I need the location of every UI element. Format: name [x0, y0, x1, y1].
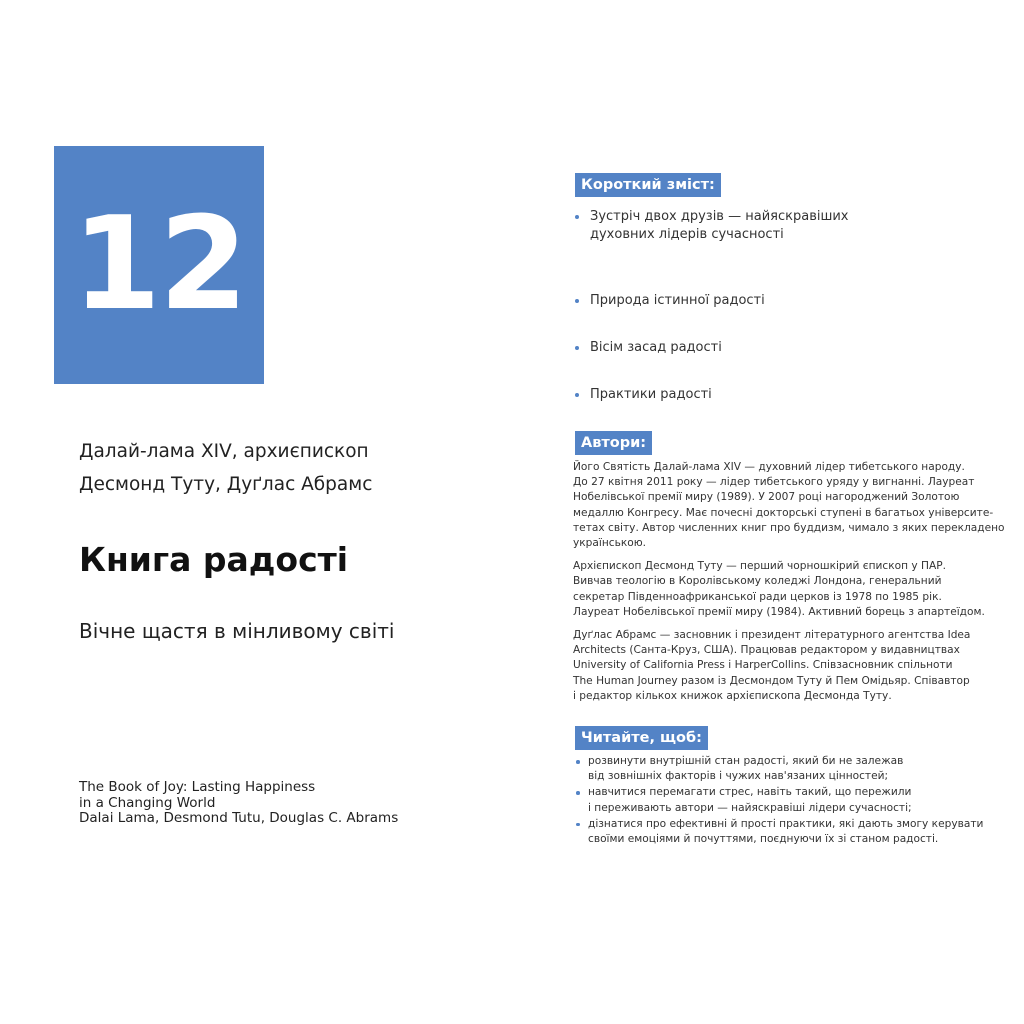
original-line: The Book of Joy: Lasting Happiness [79, 779, 316, 795]
book-subtitle: Вічне щастя в мінливому світі [79, 619, 395, 643]
summary-item [574, 339, 874, 357]
read-item-line: своїми емоціями й почуттями, поєднуючи їх зі станом радості. [588, 833, 939, 846]
read-item-line: розвинути внутрішній стан радості, який би не залежав [588, 755, 904, 767]
bio-line: секретар Південноафриканської ради церков із 1978 по 1985 рік. [573, 590, 942, 603]
summary-item [574, 208, 874, 244]
summary-label: Короткий зміст: [575, 173, 721, 197]
summary-list [574, 208, 874, 402]
summary-item-line: Природа істинної радості [590, 293, 765, 308]
authors-bio [573, 460, 1005, 712]
chapter-number: 12 [71, 190, 247, 339]
book-title: Книга радості [79, 540, 349, 579]
read-item [575, 817, 984, 847]
bio-line: The Human Journey разом із Десмондом Туту й Пем Омідьяр. Співавтор [573, 674, 970, 687]
bio-line: Architects (Санта-Круз, США). Працював редактором у видавництвах [573, 644, 960, 657]
chapter-number-box [54, 146, 264, 384]
summary-item [574, 386, 874, 404]
summary-item-line: духовних лідерів сучасності [590, 227, 784, 242]
authors-line: Десмонд Туту, Дуґлас Абрамс [79, 474, 373, 495]
original-line: Dalai Lama, Desmond Tutu, Douglas C. Abrams [79, 810, 399, 826]
bio-douglas-abrams [573, 628, 971, 704]
bio-line: українською. [573, 537, 646, 550]
bio-line: Дуґлас Абрамс — засновник і президент літературного агентства Idea [573, 629, 971, 642]
original-title-block [79, 780, 419, 827]
read-item-line: і переживають автори — найяскравіші лідери сучасності; [588, 801, 912, 814]
summary-item-line: Вісім засад радості [590, 340, 722, 355]
read-label: Читайте, щоб: [575, 726, 708, 750]
bio-line: Його Святість Далай-лама XIV — духовний лідер тибетського народу. [573, 461, 965, 473]
bio-dalai-lama [573, 460, 1005, 551]
bio-line: University of California Press і HarperCollins. Співзасновник спільноти [573, 659, 953, 672]
bio-line: медаллю Конгресу. Має почесні докторські ступені в багатьох університе- [573, 506, 994, 519]
read-list [575, 754, 984, 848]
bio-line: До 27 квітня 2011 року — лідер тибетського уряду у вигнанні. Лауреат [573, 476, 975, 489]
authors-label: Автори: [575, 431, 652, 455]
summary-item-line: Практики радості [590, 387, 712, 402]
bio-line: Лауреат Нобелівської премії миру (1984). Активний борець з апартеїдом. [573, 605, 985, 618]
read-item-line: дізнатися про ефективні й прості практики, які дають змогу керувати [588, 817, 984, 830]
summary-item [574, 292, 874, 310]
read-item [575, 754, 965, 784]
bio-line: Архієпископ Десмонд Туту — перший чорношкірий єпископ у ПАР. [573, 560, 947, 573]
bio-line: Нобелівської премії миру (1989). У 2007 році нагороджений Золотою [573, 491, 960, 504]
summary-item-line: Зустріч двох друзів — найяскравіших [590, 209, 849, 224]
authors-line: Далай-лама XIV, архиєпископ [79, 441, 369, 462]
original-line: in a Changing World [79, 794, 216, 811]
bio-line: Вивчав теологію в Королівському коледжі Лондона, генеральний [573, 575, 942, 588]
read-item [575, 785, 965, 815]
read-item-line: від зовнішніх факторів і чужих нав'язаних цінностей; [588, 770, 889, 783]
bio-line: і редактор кількох книжок архієпископа Десмонда Туту. [573, 689, 892, 702]
bio-desmond-tutu [573, 559, 985, 620]
read-item-line: навчитися перемагати стрес, навіть такий, що пережили [588, 786, 912, 799]
authors-ukrainian [79, 435, 399, 501]
bio-line: тетах світу. Автор численних книг про буддизм, чимало з яких перекладено [573, 521, 1005, 534]
